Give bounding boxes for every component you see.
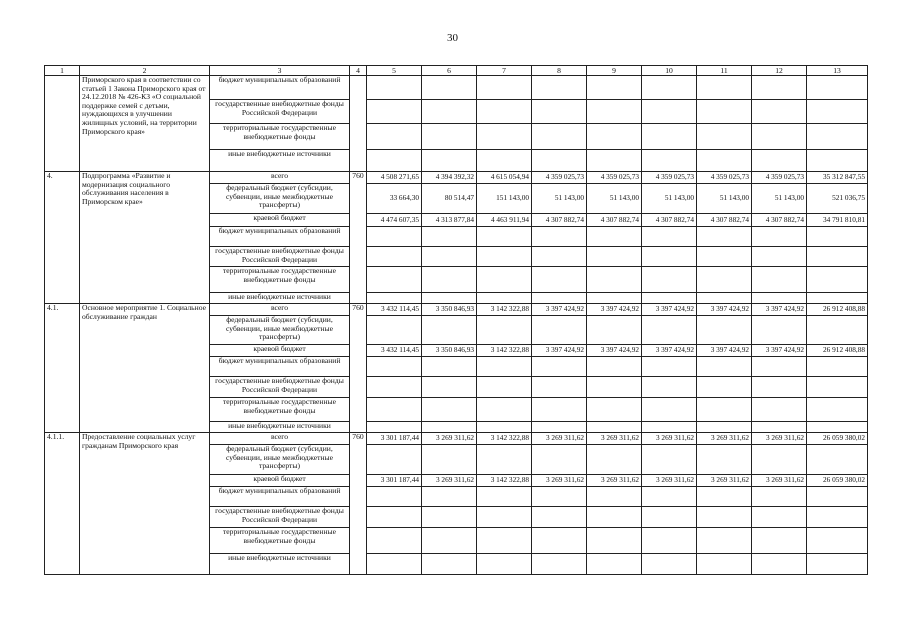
amount-cell: [807, 247, 868, 267]
amount-cell: [477, 487, 532, 507]
table-row: [45, 172, 868, 184]
amount-cell: 3 397 424,92: [532, 304, 587, 316]
amount-cell: [752, 267, 807, 293]
amount-cell: [532, 357, 587, 377]
amount-cell: 33 664,30: [367, 184, 422, 214]
table-row: [45, 304, 868, 316]
amount-cell: [697, 316, 752, 345]
amount-cell: 4 615 054,94: [477, 172, 532, 184]
amount-cell: [642, 150, 697, 172]
amount-cell: [807, 422, 868, 433]
amount-cell: [367, 554, 422, 575]
amount-cell: [587, 507, 642, 528]
amount-cell: 4 307 882,74: [642, 214, 697, 227]
amount-cell: 4 307 882,74: [752, 214, 807, 227]
funding-source: федеральный бюджет (субсидии, субвенции, иные межбюджетные трансферты): [210, 316, 350, 345]
responsible-code: 760: [350, 304, 367, 433]
funding-source: федеральный бюджет (субсидии, субвенции, иные межбюджетные трансферты): [210, 445, 350, 475]
amount-cell: [367, 422, 422, 433]
amount-cell: [697, 357, 752, 377]
amount-cell: [642, 422, 697, 433]
amount-cell: 4 307 882,74: [697, 214, 752, 227]
amount-cell: [367, 377, 422, 398]
funding-source: бюджет муниципальных образований: [210, 76, 350, 100]
amount-cell: [807, 316, 868, 345]
amount-cell: [587, 227, 642, 247]
amount-cell: [477, 267, 532, 293]
amount-cell: [807, 528, 868, 554]
amount-cell: 3 269 311,62: [532, 475, 587, 487]
amount-cell: [367, 227, 422, 247]
amount-cell: [807, 100, 868, 124]
amount-cell: [752, 76, 807, 100]
amount-cell: [642, 357, 697, 377]
amount-cell: 26 059 380,02: [807, 433, 868, 445]
amount-cell: [587, 293, 642, 304]
responsible-code: 760: [350, 433, 367, 575]
amount-cell: 3 269 311,62: [587, 475, 642, 487]
amount-cell: 3 432 114,45: [367, 304, 422, 316]
responsible-code: 760: [350, 172, 367, 304]
amount-cell: 3 142 322,88: [477, 475, 532, 487]
amount-cell: [367, 445, 422, 475]
amount-cell: [422, 150, 477, 172]
amount-cell: [642, 507, 697, 528]
amount-cell: [587, 76, 642, 100]
amount-cell: 4 463 911,94: [477, 214, 532, 227]
amount-cell: 151 143,00: [477, 184, 532, 214]
amount-cell: [367, 76, 422, 100]
header-cell: 13: [807, 66, 868, 76]
amount-cell: [587, 554, 642, 575]
amount-cell: 51 143,00: [587, 184, 642, 214]
funding-source: территориальные государственные внебюджетные фонды: [210, 528, 350, 554]
item-index: 4.1.1.: [45, 433, 80, 575]
amount-cell: 51 143,00: [642, 184, 697, 214]
amount-cell: [642, 267, 697, 293]
amount-cell: [477, 528, 532, 554]
amount-cell: [587, 267, 642, 293]
amount-cell: 3 269 311,62: [587, 433, 642, 445]
amount-cell: [642, 227, 697, 247]
amount-cell: 3 142 322,88: [477, 433, 532, 445]
amount-cell: [532, 76, 587, 100]
funding-source: всего: [210, 304, 350, 316]
header-cell: 7: [477, 66, 532, 76]
amount-cell: [477, 422, 532, 433]
amount-cell: [532, 487, 587, 507]
header-cell: 6: [422, 66, 477, 76]
amount-cell: [532, 124, 587, 150]
amount-cell: 521 036,75: [807, 184, 868, 214]
amount-cell: 3 397 424,92: [642, 345, 697, 357]
amount-cell: [752, 554, 807, 575]
amount-cell: 3 350 846,93: [422, 304, 477, 316]
amount-cell: [587, 445, 642, 475]
table-row: [45, 433, 868, 445]
amount-cell: [532, 267, 587, 293]
amount-cell: 51 143,00: [752, 184, 807, 214]
amount-cell: [422, 267, 477, 293]
amount-cell: [752, 247, 807, 267]
funding-source: территориальные государственные внебюджетные фонды: [210, 398, 350, 422]
responsible-code: [350, 76, 367, 172]
amount-cell: [367, 528, 422, 554]
amount-cell: [752, 357, 807, 377]
funding-source: территориальные государственные внебюджетные фонды: [210, 267, 350, 293]
funding-source: государственные внебюджетные фонды Российской Федерации: [210, 377, 350, 398]
funding-source: иные внебюджетные источники: [210, 293, 350, 304]
amount-cell: [367, 398, 422, 422]
amount-cell: 4 359 025,73: [752, 172, 807, 184]
amount-cell: [587, 247, 642, 267]
amount-cell: [642, 100, 697, 124]
amount-cell: [697, 124, 752, 150]
amount-cell: 3 397 424,92: [697, 304, 752, 316]
amount-cell: [587, 124, 642, 150]
item-name: Подпрограмма «Развитие и модернизация социального обслуживания населения в Приморском крае»: [80, 172, 210, 304]
funding-source: краевой бюджет: [210, 475, 350, 487]
amount-cell: [807, 293, 868, 304]
amount-cell: [477, 124, 532, 150]
amount-cell: [422, 293, 477, 304]
amount-cell: [697, 227, 752, 247]
amount-cell: [642, 124, 697, 150]
amount-cell: [477, 554, 532, 575]
amount-cell: [642, 316, 697, 345]
amount-cell: [587, 422, 642, 433]
amount-cell: 4 474 607,35: [367, 214, 422, 227]
amount-cell: [642, 398, 697, 422]
funding-source: территориальные государственные внебюджетные фонды: [210, 124, 350, 150]
amount-cell: [587, 377, 642, 398]
amount-cell: [422, 316, 477, 345]
amount-cell: 80 514,47: [422, 184, 477, 214]
header-cell: 8: [532, 66, 587, 76]
amount-cell: [807, 267, 868, 293]
amount-cell: [477, 293, 532, 304]
amount-cell: 3 350 846,93: [422, 345, 477, 357]
amount-cell: 3 269 311,62: [752, 475, 807, 487]
amount-cell: [367, 357, 422, 377]
amount-cell: [697, 445, 752, 475]
amount-cell: [587, 357, 642, 377]
funding-source: бюджет муниципальных образований: [210, 487, 350, 507]
amount-cell: [532, 507, 587, 528]
amount-cell: [807, 76, 868, 100]
funding-source: иные внебюджетные источники: [210, 554, 350, 575]
amount-cell: [642, 247, 697, 267]
amount-cell: [367, 124, 422, 150]
funding-source: государственные внебюджетные фонды Российской Федерации: [210, 247, 350, 267]
amount-cell: [807, 227, 868, 247]
amount-cell: [422, 247, 477, 267]
amount-cell: 3 397 424,92: [752, 304, 807, 316]
budget-table: [44, 65, 868, 575]
amount-cell: 51 143,00: [697, 184, 752, 214]
amount-cell: [642, 445, 697, 475]
amount-cell: 4 508 271,65: [367, 172, 422, 184]
amount-cell: [752, 507, 807, 528]
amount-cell: 3 269 311,62: [532, 433, 587, 445]
amount-cell: 3 269 311,62: [697, 433, 752, 445]
amount-cell: [532, 293, 587, 304]
amount-cell: [532, 316, 587, 345]
amount-cell: [752, 227, 807, 247]
header-cell: 10: [642, 66, 697, 76]
amount-cell: [807, 357, 868, 377]
amount-cell: [807, 377, 868, 398]
amount-cell: 4 307 882,74: [587, 214, 642, 227]
amount-cell: [422, 507, 477, 528]
amount-cell: [697, 398, 752, 422]
amount-cell: [422, 422, 477, 433]
amount-cell: [422, 398, 477, 422]
amount-cell: 51 143,00: [532, 184, 587, 214]
amount-cell: [752, 124, 807, 150]
amount-cell: [532, 377, 587, 398]
amount-cell: [752, 293, 807, 304]
amount-cell: [422, 487, 477, 507]
amount-cell: [532, 528, 587, 554]
amount-cell: [477, 357, 532, 377]
funding-source: иные внебюджетные источники: [210, 422, 350, 433]
amount-cell: [477, 316, 532, 345]
amount-cell: [697, 150, 752, 172]
amount-cell: [807, 507, 868, 528]
funding-source: бюджет муниципальных образований: [210, 227, 350, 247]
amount-cell: [477, 507, 532, 528]
amount-cell: 3 269 311,62: [752, 433, 807, 445]
amount-cell: 3 269 311,62: [697, 475, 752, 487]
amount-cell: [587, 100, 642, 124]
amount-cell: [697, 76, 752, 100]
amount-cell: [477, 377, 532, 398]
amount-cell: 34 791 810,81: [807, 214, 868, 227]
amount-cell: 3 142 322,88: [477, 304, 532, 316]
amount-cell: [642, 528, 697, 554]
amount-cell: [752, 150, 807, 172]
amount-cell: [807, 487, 868, 507]
page-number: 30: [447, 32, 458, 44]
header-cell: 1: [45, 66, 80, 76]
amount-cell: [367, 267, 422, 293]
amount-cell: [532, 150, 587, 172]
amount-cell: [477, 398, 532, 422]
amount-cell: [807, 150, 868, 172]
amount-cell: [532, 554, 587, 575]
amount-cell: 3 142 322,88: [477, 345, 532, 357]
amount-cell: [752, 487, 807, 507]
amount-cell: [752, 100, 807, 124]
amount-cell: [532, 100, 587, 124]
amount-cell: [477, 76, 532, 100]
amount-cell: [587, 528, 642, 554]
amount-cell: [422, 445, 477, 475]
amount-cell: [807, 445, 868, 475]
amount-cell: 3 269 311,62: [422, 433, 477, 445]
amount-cell: [642, 554, 697, 575]
amount-cell: [532, 398, 587, 422]
amount-cell: [477, 100, 532, 124]
amount-cell: [422, 377, 477, 398]
header-cell: 2: [80, 66, 210, 76]
amount-cell: [697, 554, 752, 575]
header-cell: 12: [752, 66, 807, 76]
amount-cell: [532, 247, 587, 267]
amount-cell: [367, 100, 422, 124]
item-name: Основное мероприятие 1. Социальное обслуживание граждан: [80, 304, 210, 433]
amount-cell: [752, 422, 807, 433]
amount-cell: [752, 445, 807, 475]
amount-cell: 4 359 025,73: [642, 172, 697, 184]
amount-cell: [587, 150, 642, 172]
amount-cell: [697, 100, 752, 124]
funding-source: иные внебюджетные источники: [210, 150, 350, 172]
amount-cell: 4 359 025,73: [697, 172, 752, 184]
amount-cell: [422, 554, 477, 575]
amount-cell: 3 432 114,45: [367, 345, 422, 357]
item-index: [45, 76, 80, 172]
amount-cell: [807, 554, 868, 575]
funding-source: федеральный бюджет (субсидии, субвенции, иные межбюджетные трансферты): [210, 184, 350, 214]
funding-source: всего: [210, 433, 350, 445]
item-index: 4.1.: [45, 304, 80, 433]
amount-cell: [532, 227, 587, 247]
header-cell: 5: [367, 66, 422, 76]
amount-cell: [807, 398, 868, 422]
header-cell: 9: [587, 66, 642, 76]
amount-cell: [697, 247, 752, 267]
amount-cell: [422, 528, 477, 554]
header-cell: 4: [350, 66, 367, 76]
table-row: [45, 76, 868, 100]
amount-cell: 3 397 424,92: [532, 345, 587, 357]
item-name: Приморского края в соответствии со статьей 1 Закона Приморского края от 24.12.2018 № 426-КЗ «О социальной поддержке семей с детьми, нуждающихся в улучшении жилищных условий, на территории Приморского края»: [80, 76, 210, 172]
amount-cell: [477, 247, 532, 267]
item-index: 4.: [45, 172, 80, 304]
amount-cell: [477, 227, 532, 247]
amount-cell: 4 359 025,73: [532, 172, 587, 184]
amount-cell: 3 269 311,62: [422, 475, 477, 487]
amount-cell: 3 397 424,92: [642, 304, 697, 316]
amount-cell: [752, 398, 807, 422]
funding-source: всего: [210, 172, 350, 184]
amount-cell: [422, 76, 477, 100]
item-name: Предоставление социальных услуг гражданам Приморского края: [80, 433, 210, 575]
amount-cell: [367, 507, 422, 528]
amount-cell: [477, 150, 532, 172]
amount-cell: [367, 316, 422, 345]
amount-cell: 4 307 882,74: [532, 214, 587, 227]
amount-cell: [697, 507, 752, 528]
amount-cell: 35 312 847,55: [807, 172, 868, 184]
amount-cell: 26 912 408,88: [807, 345, 868, 357]
amount-cell: [422, 100, 477, 124]
amount-cell: [642, 487, 697, 507]
amount-cell: [422, 227, 477, 247]
amount-cell: 3 269 311,62: [642, 433, 697, 445]
amount-cell: 4 313 877,84: [422, 214, 477, 227]
amount-cell: [642, 377, 697, 398]
amount-cell: [532, 422, 587, 433]
amount-cell: 26 912 408,88: [807, 304, 868, 316]
funding-source: государственные внебюджетные фонды Российской Федерации: [210, 100, 350, 124]
amount-cell: [367, 247, 422, 267]
amount-cell: [752, 377, 807, 398]
funding-source: бюджет муниципальных образований: [210, 357, 350, 377]
amount-cell: 26 059 380,02: [807, 475, 868, 487]
amount-cell: [697, 377, 752, 398]
amount-cell: [752, 316, 807, 345]
amount-cell: [367, 150, 422, 172]
header-cell: 11: [697, 66, 752, 76]
amount-cell: [697, 528, 752, 554]
amount-cell: [532, 445, 587, 475]
amount-cell: 3 397 424,92: [587, 304, 642, 316]
amount-cell: 3 397 424,92: [587, 345, 642, 357]
amount-cell: [587, 487, 642, 507]
amount-cell: 3 301 187,44: [367, 433, 422, 445]
amount-cell: 3 301 187,44: [367, 475, 422, 487]
funding-source: краевой бюджет: [210, 345, 350, 357]
header-cell: 3: [210, 66, 350, 76]
amount-cell: [752, 528, 807, 554]
amount-cell: 4 359 025,73: [587, 172, 642, 184]
amount-cell: [807, 124, 868, 150]
funding-source: краевой бюджет: [210, 214, 350, 227]
amount-cell: [422, 124, 477, 150]
funding-source: государственные внебюджетные фонды Российской Федерации: [210, 507, 350, 528]
amount-cell: [422, 357, 477, 377]
amount-cell: [697, 293, 752, 304]
amount-cell: [697, 267, 752, 293]
amount-cell: [642, 76, 697, 100]
amount-cell: [697, 487, 752, 507]
amount-cell: [477, 445, 532, 475]
amount-cell: [367, 293, 422, 304]
amount-cell: [697, 422, 752, 433]
amount-cell: 3 397 424,92: [697, 345, 752, 357]
amount-cell: [587, 398, 642, 422]
amount-cell: [587, 316, 642, 345]
amount-cell: [642, 293, 697, 304]
amount-cell: [367, 487, 422, 507]
amount-cell: 3 269 311,62: [642, 475, 697, 487]
amount-cell: 3 397 424,92: [752, 345, 807, 357]
amount-cell: 4 394 392,32: [422, 172, 477, 184]
